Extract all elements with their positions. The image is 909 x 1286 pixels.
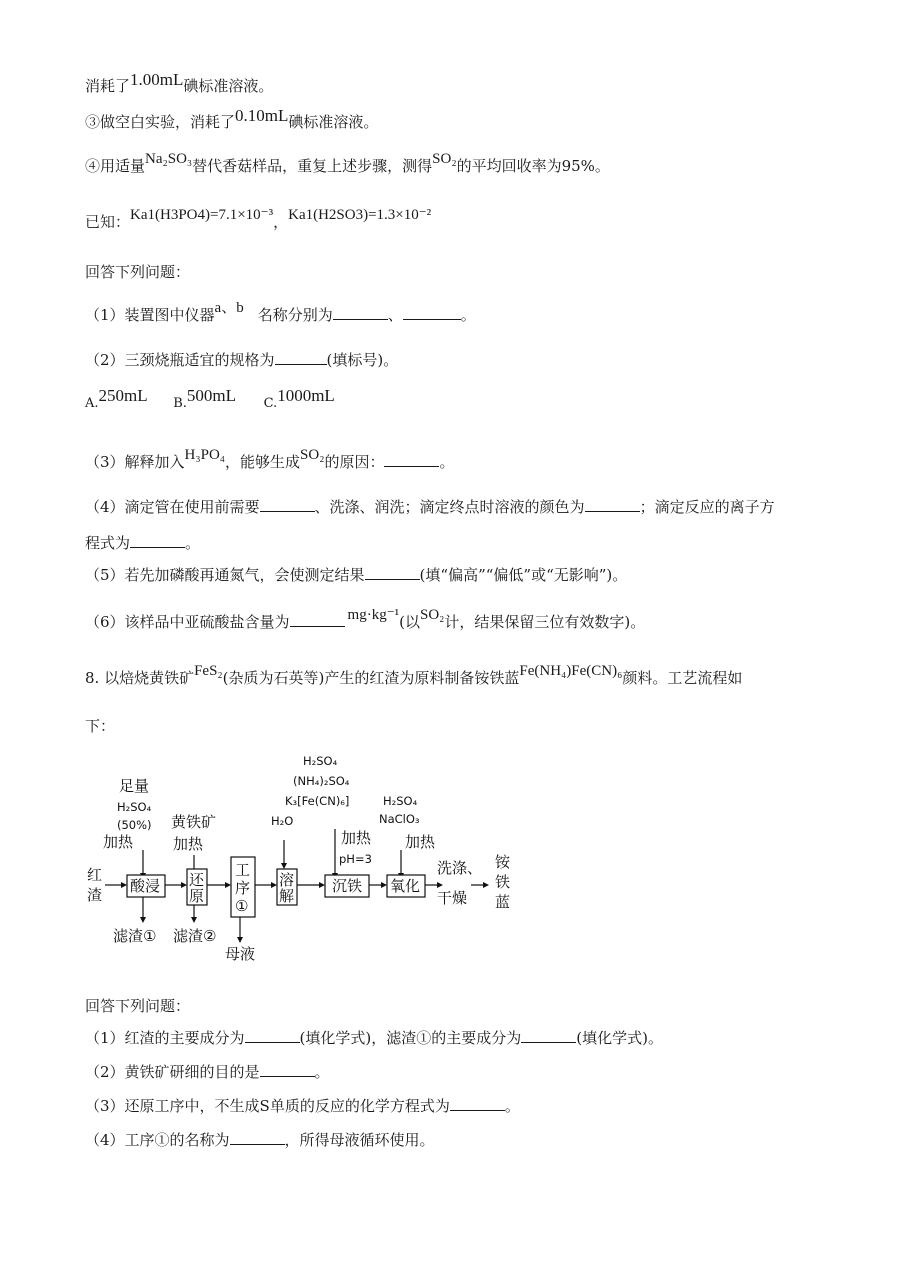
reagent-ox-3: 加热 [405,833,436,851]
reagent-acid-1: 足量 [119,777,150,795]
answer-blank[interactable] [384,452,439,467]
reagent-ppt-3: K₃[Fe(CN)₆] [285,794,350,808]
product-label-3: 蓝 [495,893,511,911]
answer-blank[interactable] [260,497,315,512]
q7-3: （3）解释加入H₃PO₄，能够生成SO₂的原因： 。 [85,447,455,471]
q8-3: （3）还原工序中，不生成S单质的反应的化学方程式为 。 [85,1097,520,1115]
answer-blank[interactable] [403,305,461,320]
q7-4: （4）滴定管在使用前需要 、洗涤、润洗；滴定终点时溶液的颜色为 ；滴定反应的离子方 [85,498,775,516]
answer-blank[interactable] [365,565,420,580]
reagent-ppt-2: (NH₄)₂SO₄ [293,774,350,788]
q7-5: （5）若先加磷酸再通氮气，会使测定结果 (填“偏高”“偏低”或“无影响”)。 [85,566,628,584]
mother-liquor-label: 母液 [225,945,256,963]
box-leach-label: 酸浸 [130,877,161,895]
reagent-ore-1: 黄铁矿 [171,813,217,831]
reagent-water: H₂O [271,814,294,828]
q8-4: （4）工序①的名称为 ，所得母液循环使用。 [85,1131,435,1149]
box-proc-label-1: 工 [235,861,251,879]
wash-label-2: 干燥 [437,889,468,907]
answer-blank[interactable] [290,612,345,627]
q7-2-options: A.250mL B.500mL C.1000mL [85,386,335,411]
answer-blank[interactable] [333,305,388,320]
box-oxidation-label: 氧化 [390,877,421,895]
q8-2: （2）黄铁矿研细的目的是 。 [85,1063,330,1081]
box-dissolve-label-1: 溶 [279,871,295,889]
reagent-acid-4: 加热 [103,833,134,851]
answer-blank[interactable] [230,1130,285,1145]
reagent-ore-2: 加热 [173,835,204,853]
answer-blank[interactable] [275,350,327,365]
residue-2-label: 滤渣② [173,927,217,945]
residue-1-label: 滤渣① [113,927,157,945]
blank-experiment-line: ③做空白实验，消耗了0.10mL碘标准溶液。 [85,106,379,131]
answer-prompt-2: 回答下列问题： [85,997,191,1015]
q7-6: （6）该样品中亚硫酸盐含量为 mg·kg⁻¹(以SO₂计，结果保留三位有效数字)。 [85,607,646,631]
answer-blank[interactable] [130,533,185,548]
box-reduce-label-2: 原 [189,887,205,905]
reagent-ox-2: NaClO₃ [379,812,420,826]
reagent-acid-3: (50%) [117,818,152,832]
product-label-1: 铵 [495,853,511,871]
answer-prompt-1: 回答下列问题： [85,263,191,281]
answer-blank[interactable] [585,497,640,512]
q7-4-cont: 程式为 。 [85,534,201,552]
start-red-slag-2: 渣 [87,886,103,904]
answer-blank[interactable] [260,1062,315,1077]
answer-blank[interactable] [521,1028,576,1043]
box-reduce-label-1: 还 [189,871,205,889]
q7-2: （2）三颈烧瓶适宜的规格为 (填标号)。 [85,351,399,369]
process-flow-diagram [85,745,525,965]
start-red-slag-1: 红 [87,866,103,884]
box-precipitate-label: 沉铁 [332,877,363,895]
box-dissolve-label-2: 解 [279,887,295,905]
q8-intro: 8. 以焙烧黄铁矿FeS₂(杂质为石英等)产生的红渣为原料制备铵铁蓝Fe(NH₄)Fe(CN)₆颜料。工艺流程如 [85,663,743,687]
product-label-2: 铁 [495,873,511,891]
reagent-ppt-4: 加热 [341,829,372,847]
wash-label-1: 洗涤、 [437,859,483,877]
box-proc-label-2: 序 [235,879,251,897]
answer-blank[interactable] [450,1096,505,1111]
q7-1: （1）装置图中仪器a、b 名称分别为 、 。 [85,300,476,324]
reagent-acid-2: H₂SO₄ [117,800,152,814]
consumption-line-1: 消耗了1.00mL碘标准溶液。 [85,70,274,95]
box-proc-label-3: ① [235,897,249,915]
reagent-ppt-5: pH=3 [339,852,372,866]
known-constants-line: 已知：Ka1(H3PO4)=7.1×10⁻³，Ka1(H2SO3)=1.3×10⁻² [85,207,432,231]
reagent-ox-1: H₂SO₄ [383,794,418,808]
q8-1: （1）红渣的主要成分为 (填化学式)，滤渣①的主要成分为 (填化学式)。 [85,1029,663,1047]
recovery-line: ④用适量Na₂SO₃替代香菇样品，重复上述步骤，测得SO₂的平均回收率为95%。 [85,151,610,175]
answer-blank[interactable] [245,1028,300,1043]
q8-intro-cont: 下： [85,717,116,735]
reagent-ppt-1: H₂SO₄ [303,754,338,768]
